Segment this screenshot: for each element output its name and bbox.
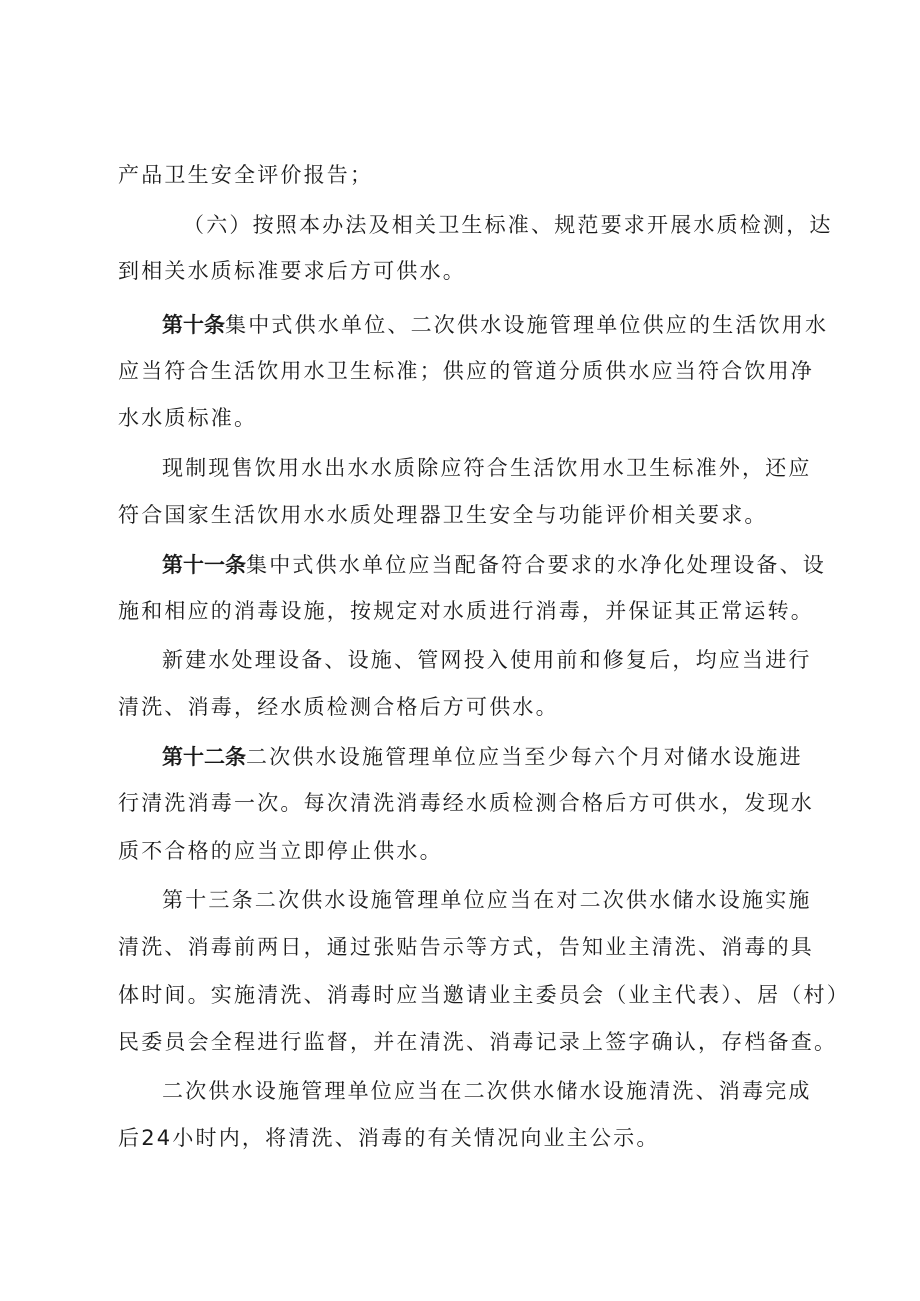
paragraph-line: 民委员会全程进行监督，并在清洗、消毒记录上签字确认，存档备查。 <box>118 1030 838 1054</box>
paragraph-line: 行清洗消毒一次。每次清洗消毒经水质检测合格后方可供水，发现水 <box>118 791 814 815</box>
article-12-text: 二次供水设施管理单位应当至少每六个月对储水设施进 <box>246 745 803 769</box>
paragraph-line: 后24小时内，将清洗、消毒的有关情况向业主公示。 <box>118 1126 660 1150</box>
article-10-first-line <box>162 310 862 340</box>
paragraph-line: 应当符合生活饮用水卫生标准；供应的管道分质供水应当符合饮用净 <box>118 359 814 383</box>
paragraph-line: 清洗、消毒，经水质检测合格后方可供水。 <box>118 695 559 719</box>
paragraph-line: 质不合格的应当立即停止供水。 <box>118 839 443 863</box>
article-10-label: 第十条 <box>162 313 225 337</box>
paragraph-line: 到相关水质标准要求后方可供水。 <box>118 259 466 283</box>
article-12-first-line <box>162 742 862 772</box>
article-12-label: 第十二条 <box>162 745 246 769</box>
paragraph-line: 产品卫生安全评价报告； <box>118 163 374 187</box>
paragraph-line: 新建水处理设备、设施、管网投入使用前和修复后，均应当进行 <box>162 648 812 672</box>
paragraph-line: （六）按照本办法及相关卫生标准、规范要求开展水质检测，达 <box>183 213 833 237</box>
article-11-text: 集中式供水单位应当配备符合要求的水净化处理设备、设 <box>246 553 826 577</box>
paragraph-line: 清洗、消毒前两日，通过张贴告示等方式，告知业主清洗、消毒的具 <box>118 935 814 959</box>
article-11-label: 第十一条 <box>162 553 246 577</box>
article-10-text: 集中式供水单位、二次供水设施管理单位供应的生活饮用水 <box>225 313 829 337</box>
paragraph-line: 水水质标准。 <box>118 406 258 430</box>
article-11-first-line <box>162 550 862 580</box>
paragraph-line: 施和相应的消毒设施，按规定对水质进行消毒，并保证其正常运转。 <box>118 599 814 623</box>
paragraph-line: 符合国家生活饮用水水质处理器卫生安全与功能评价相关要求。 <box>118 503 768 527</box>
paragraph-line: 二次供水设施管理单位应当在二次供水储水设施清洗、消毒完成 <box>162 1079 812 1103</box>
paragraph-line: 体时间。实施清洗、消毒时应当邀请业主委员会（业主代表）、居（村） <box>118 983 850 1007</box>
paragraph-line: 第十三条二次供水设施管理单位应当在对二次供水储水设施实施 <box>162 888 812 912</box>
paragraph-line: 现制现售饮用水出水水质除应符合生活饮用水卫生标准外，还应 <box>162 456 812 480</box>
